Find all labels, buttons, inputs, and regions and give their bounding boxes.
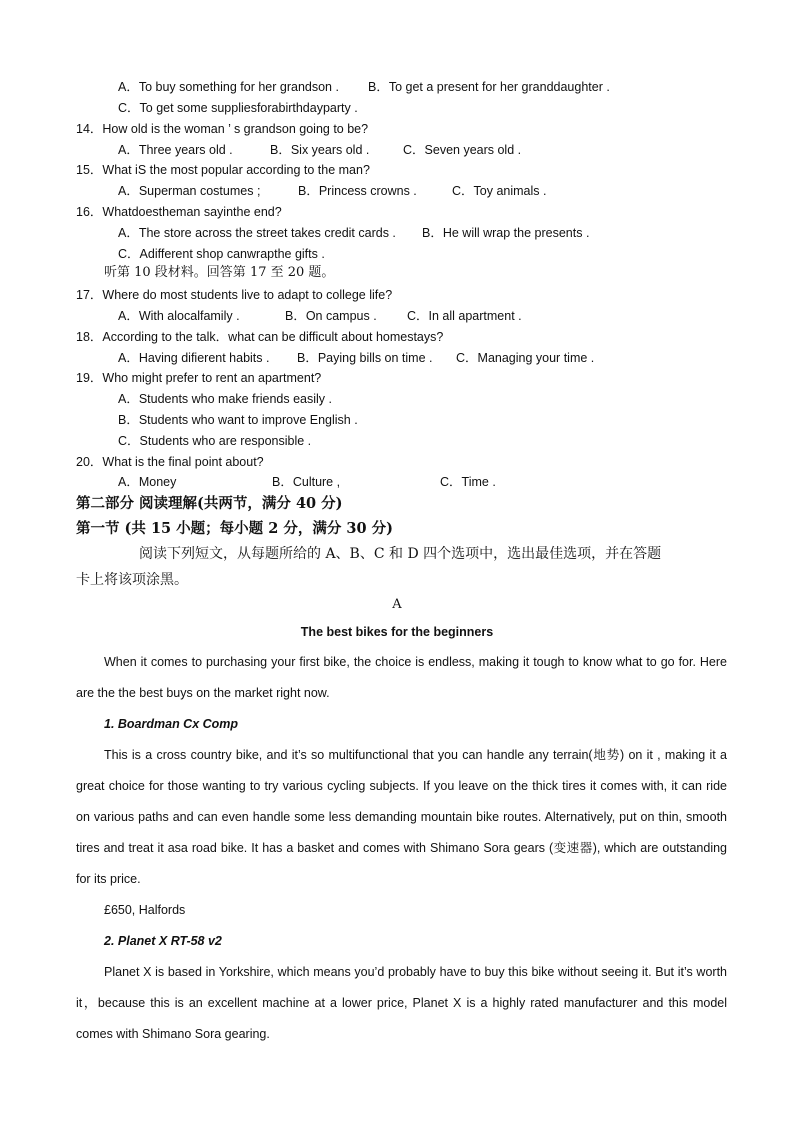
passage-body: [76, 647, 727, 1050]
q17-option-a: A．With alocalfamily .: [118, 309, 240, 323]
q18-option-c: C．Managing your time .: [456, 351, 595, 365]
q15-stem: 15．What iS the most popular according to the man?: [76, 163, 370, 177]
q18-option-b: B．Paying bills on time .: [297, 351, 433, 365]
q15-option-c: C．Toy animals .: [452, 184, 547, 198]
q16-option-c: C．Adifferent shop canwrapthe gifts .: [118, 247, 325, 261]
q14-stem: 14．How old is the woman ’ s grandson going to be?: [76, 122, 369, 136]
reading-instructions-line1: 阅读下列短文，从每题所给的 A、B、C 和 D 四个选项中，选出最佳选项，并在答题: [139, 546, 662, 562]
bike1-title: 1. Boardman Cx Comp: [104, 717, 239, 731]
q17-option-b: B．On campus .: [285, 309, 377, 323]
q19-option-a: A．Students who make friends easily .: [118, 392, 332, 406]
q17-option-c: C．In all apartment .: [407, 309, 522, 323]
q20-option-a: A．Money: [118, 475, 177, 489]
q14-option-a: A．Three years old .: [118, 143, 233, 157]
intro-paragraph: When it comes to purchasing your first bike, the choice is endless, making it tough to know what to go for. Here are the the best buys on the market right now.: [76, 655, 727, 700]
q19-option-c: C．Students who are responsible .: [118, 434, 312, 448]
part-two-title: 第二部分 阅读理解(共两节，满分 40 分): [76, 495, 343, 512]
q13-option-b: B．To get a present for her granddaughter .: [368, 80, 610, 94]
bike2-paragraph: Planet X is based in Yorkshire, which means you’d probably have to buy this bike without seeing it. But it’s worth it，because this is an excellent machine at a lower price, Planet X is a highly rated manufacturer and this model comes with Shimano Sora gearing.: [76, 965, 727, 1041]
q20-option-c: C．Time .: [440, 475, 496, 489]
q20-stem: 20．What is the final point about?: [76, 455, 264, 469]
passage-title: The best bikes for the beginners: [300, 625, 494, 639]
q17-stem: 17．Where do most students live to adapt to college life?: [76, 288, 393, 302]
q18-option-a: A．Having difierent habits .: [118, 351, 270, 365]
q16-stem: 16．Whatdoestheman sayinthe end?: [76, 205, 282, 219]
q14-option-b: B．Six years old .: [270, 143, 370, 157]
q13-option-a: A．To buy something for her grandson .: [118, 80, 339, 94]
q19-option-b: B．Students who want to improve English .: [118, 413, 358, 427]
q14-option-c: C．Seven years old .: [403, 143, 522, 157]
bike1-paragraph: This is a cross country bike, and it’s so multifunctional that you can handle any terrain(地势) on it , making it a great choice for those wanting to try various cycling subjects. If you leave on the thick tires it comes with, it can ride on various paths and can even handle some less demanding mountain bike routes. Alternatively, put on thin, smooth tires and treat it asa road bike. It has a basket and comes with Shimano Sora gears (变速器), which are outstanding for its price.: [76, 748, 727, 886]
q13-option-c: C．To get some suppliesforabirthdayparty .: [118, 101, 358, 115]
passage-label: A: [392, 597, 402, 612]
q19-stem: 19．Who might prefer to rent an apartment?: [76, 371, 322, 385]
q20-option-b: B．Culture ,: [272, 475, 341, 489]
q18-stem: 18．According to the talk．what can be difficult about homestays?: [76, 330, 444, 344]
bike2-title: 2. Planet X RT-58 v2: [104, 934, 222, 948]
bike1-price: £650, Halfords: [104, 903, 186, 917]
section-10-instruction: 听第 10 段材料。回答第 17 至 20 题。: [104, 265, 335, 280]
q16-option-a: A．The store across the street takes credit cards .: [118, 226, 396, 240]
q16-option-b: B．He will wrap the presents .: [422, 226, 590, 240]
section-one-title: 第一节 (共 15 小题；每小题 2 分，满分 30 分): [76, 520, 394, 537]
q15-option-b: B．Princess crowns .: [298, 184, 417, 198]
reading-instructions-line2: 卡上将该项涂黑。: [76, 572, 188, 588]
q15-option-a: A．Superman costumes ;: [118, 184, 261, 198]
